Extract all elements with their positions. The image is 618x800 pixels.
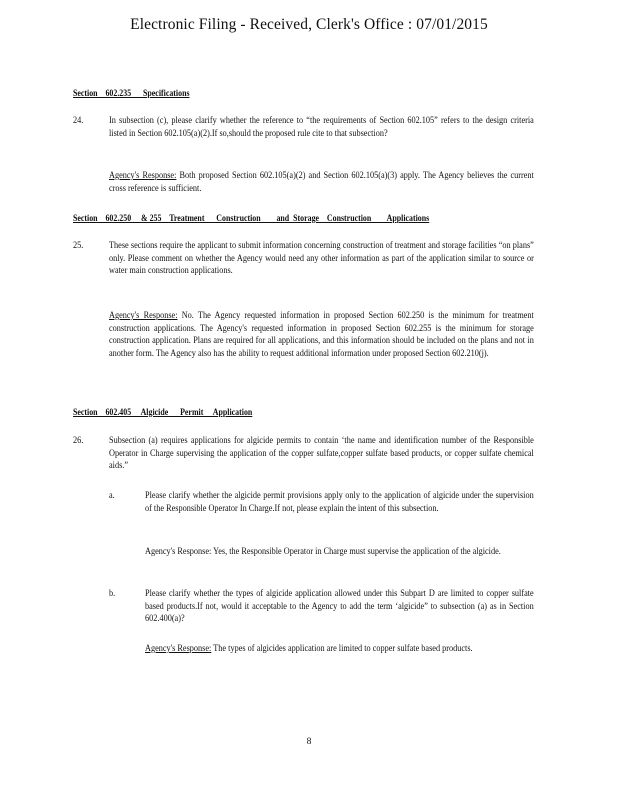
item-number: 24. [73, 115, 84, 126]
filing-header: Electronic Filing - Received, Clerk's Office : 07/01/2015 [130, 16, 488, 33]
response-text: Both proposed Section 602.105(a)(2) and Section 602.105(a)(3) apply. The Agency believes the current cross reference is sufficient. [109, 170, 534, 194]
response-label: Agency's Response: [109, 310, 178, 321]
response-text: No. The Agency requested information in proposed Section 602.250 is the minimum for treatment construction applications. The Agency's requested information in proposed Section 602.255 is the minimum for storage construction application. Plans are required for all applications, and this information should be included on the plans and not in another form. The Agency also has the ability to request additional information under proposed Section 602.210(j). [109, 310, 534, 359]
section-heading: Section 602.235 Specifications [73, 88, 190, 98]
response-label: Agency's Response: [145, 643, 212, 654]
agency-response [109, 170, 534, 195]
question-text: Subsection (a) requires applications for algicide permits to contain ‘the name and identification number of the Responsible Operator in Charge supervising the application of the copper sulfate,copper sulfate based products, or copper sulfate chemical aids.” [109, 435, 534, 472]
response-label: Agency's Response: [145, 546, 212, 557]
subquestion-text: Please clarify whether the types of algicide application allowed under this Subpart D are limited to copper sulfate based products.If not, would it acceptable to the Agency to add the term ‘algicide” to subsection (a) as in Section 602.400(a)? [145, 588, 534, 625]
question-text: These sections require the applicant to submit information concerning construction of treatment and storage facilities “on plans” only. Please comment on whether the Agency would need any other information as part of the application similar to source or water main construction applications. [109, 240, 534, 277]
item-number: 26. [73, 435, 84, 446]
question-text: In subsection (c), please clarify whether the reference to “the requirements of Section 602.105” refers to the design criteria listed in Section 602.105(a)(2).If so,should the proposed rule cite to that subsection? [109, 115, 534, 139]
agency-response [145, 546, 534, 559]
item-number: 25. [73, 240, 84, 251]
section-heading: Section 602.250 & 255 Treatment Construction and Storage Construction Applications [73, 213, 430, 223]
response-text: The types of algicides application are limited to copper sulfate based products. [213, 643, 473, 654]
subitem-letter: a. [109, 490, 115, 501]
section-heading: Section 602.405 Algicide Permit Application [73, 407, 253, 417]
subitem-letter: b. [109, 588, 116, 599]
agency-response [109, 310, 534, 360]
response-text: Yes, the Responsible Operator in Charge must supervise the application of the algicide. [213, 546, 501, 557]
agency-response [145, 643, 534, 656]
page-number: 8 [306, 736, 312, 747]
subquestion-text: Please clarify whether the algicide permit provisions apply only to the application of algicide under the supervision of the Responsible Operator In Charge.If not, please explain the intent of this subsection. [145, 490, 534, 514]
response-label: Agency's Response: [109, 170, 177, 181]
